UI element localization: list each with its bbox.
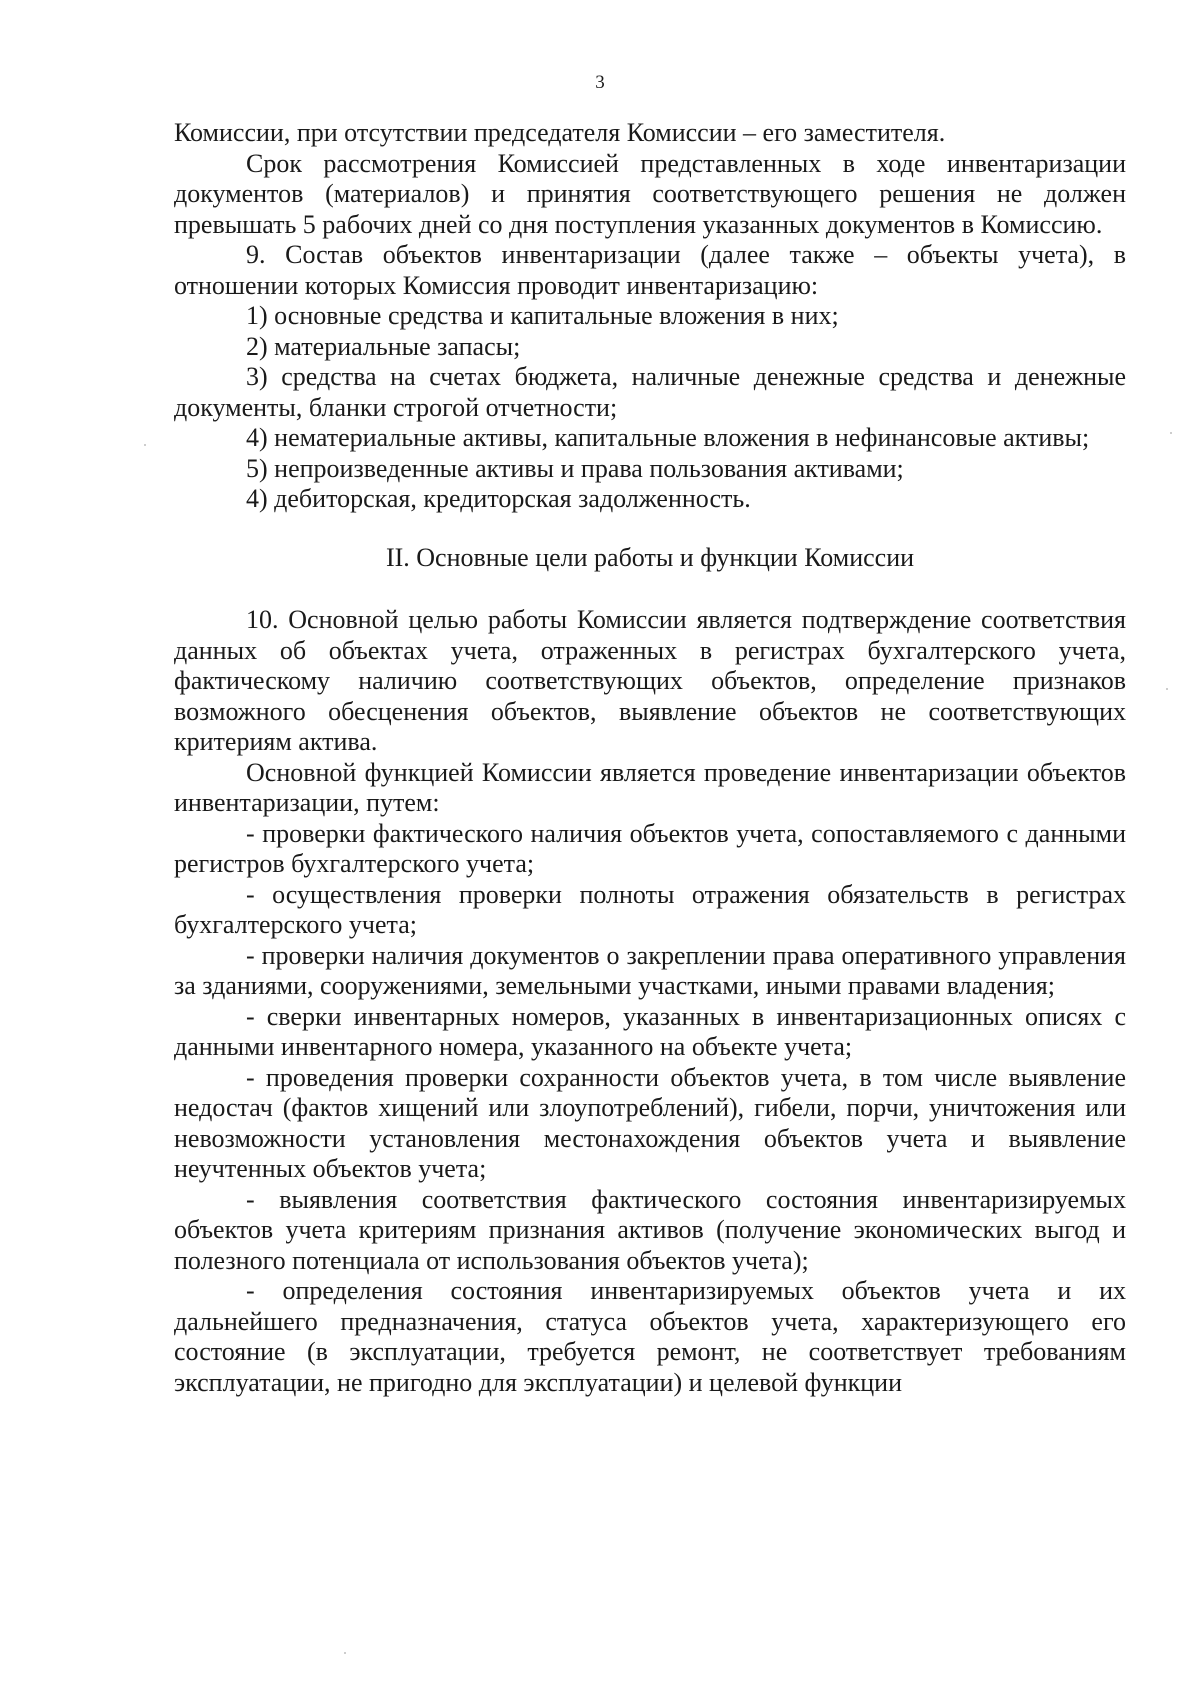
scan-speck <box>144 444 146 446</box>
list-item: 5) непроизведенные активы и права пользования активами; <box>246 453 904 483</box>
paragraph-review-period: Срок рассмотрения Комиссией представленных в ходе инвентаризации документов (материалов) и принятия соответствующего решения не должен превышать 5 рабочих дней со дня поступления указанных документов в Комиссию. <box>174 148 1126 239</box>
list-item: - определения состояния инвентаризируемых объектов учета и их дальнейшего предназначения, статуса объектов учета, характеризующего его состояние (в эксплуатации, требуется ремонт, не соответствует требованиям эксплуатации, не пригодно для эксплуатации) и целевой функции <box>174 1276 1126 1397</box>
list-item: 4) дебиторская, кредиторская задолженность. <box>246 484 751 513</box>
list-item: 3) средства на счетах бюджета, наличные денежные средства и денежные документы, бланки строгой отчетности; <box>174 362 1126 422</box>
list-item: 2) материальные запасы; <box>246 331 521 361</box>
paragraph-item-9: 9. Состав объектов инвентаризации (далее также – объекты учета), в отношении которых Комиссия проводит инвентаризацию: <box>174 240 1126 300</box>
paragraph-main-function: Основной функцией Комиссии является проведение инвентаризации объектов инвентаризации, путем: <box>174 757 1126 817</box>
list-item: - осуществления проверки полноты отражения обязательств в регистрах бухгалтерского учета; <box>174 879 1126 939</box>
document-body <box>174 118 1126 1398</box>
scan-speck <box>1166 688 1168 690</box>
list-item: - проведения проверки сохранности объектов учета, в том числе выявление недостач (фактов хищений или злоупотреблений), гибели, порчи, уничтожения или невозможности установления местонахождения объектов учета и выявление неучтенных объектов учета; <box>174 1062 1126 1183</box>
objects-list <box>174 301 1126 515</box>
scan-speck <box>1170 432 1172 434</box>
section-heading: II. Основные цели работы и функции Комиссии <box>385 542 915 572</box>
functions-list <box>174 819 1126 1399</box>
list-item: 1) основные средства и капитальные вложения в них; <box>246 301 839 330</box>
paragraph-continuation: Комиссии, при отсутствии председателя Комиссии – его заместителя. <box>174 118 946 147</box>
page-number: 3 <box>595 72 605 93</box>
list-item: - выявления соответствия фактического состояния инвентаризируемых объектов учета критериям признания активов (получение экономических выгод и полезного потенциала от использования объектов учета); <box>174 1184 1126 1275</box>
paragraph-item-10: 10. Основной целью работы Комиссии является подтверждение соответствия данных об объектах учета, отраженных в регистрах бухгалтерского учета, фактическому наличию соответствующих объектов, определение признаков возможного обесценения объектов, выявление объектов не соответствующих критериям актива. <box>174 605 1126 756</box>
scan-speck <box>344 1652 346 1654</box>
list-item: 4) нематериальные активы, капитальные вложения в нефинансовые активы; <box>246 423 1090 452</box>
list-item: - проверки фактического наличия объектов учета, сопоставляемого с данными регистров бухгалтерского учета; <box>174 818 1126 878</box>
list-item: - сверки инвентарных номеров, указанных в инвентаризационных описях с данными инвентарного номера, указанного на объекте учета; <box>174 1001 1126 1061</box>
list-item: - проверки наличия документов о закреплении права оперативного управления за зданиями, сооружениями, земельными участками, иными правами владения; <box>174 940 1126 1000</box>
